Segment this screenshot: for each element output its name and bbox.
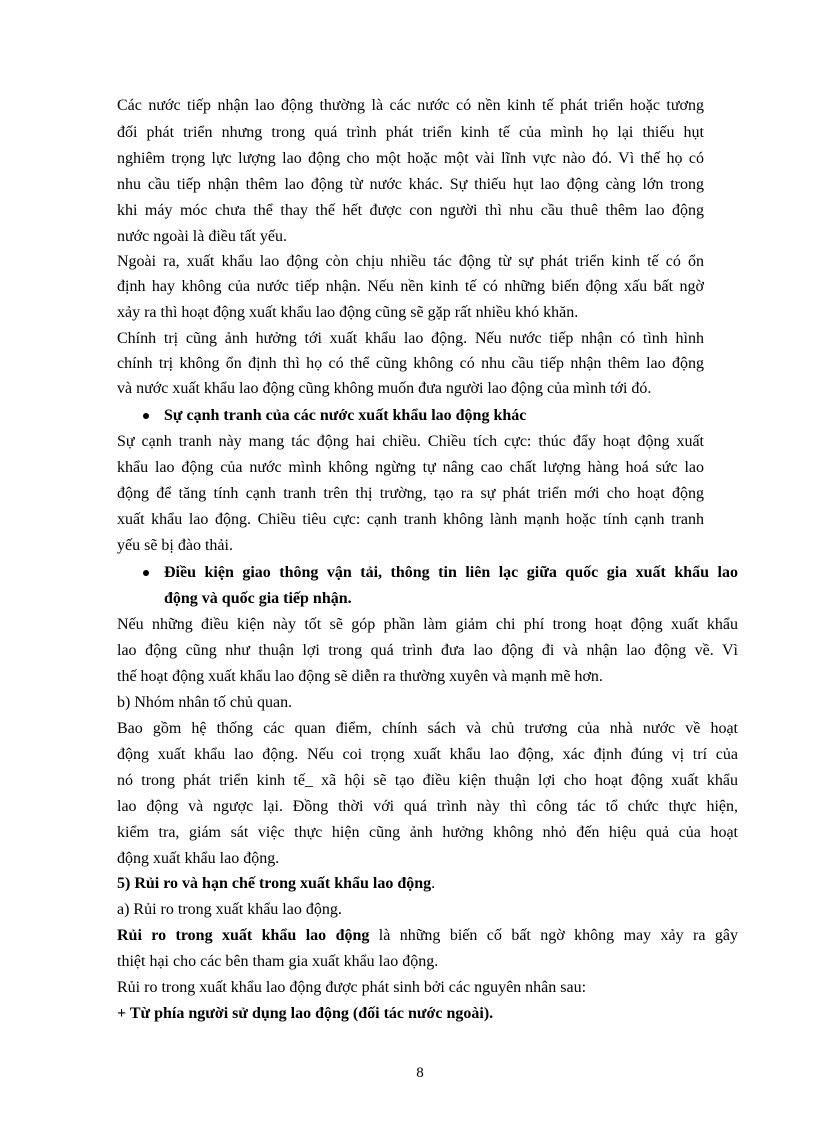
text-line: Ngoài ra, xuất khẩu lao động còn chịu nhiều tác động từ sự phát triển kinh tế có ổn <box>117 253 704 270</box>
text-line: Các nước tiếp nhận lao động thường là các nước có nền kinh tế phát triển hoặc tương <box>117 97 704 114</box>
text-line: thế hoạt động xuất khẩu lao động sẽ diễn ra thường xuyên và mạnh mẽ hơn. <box>117 668 603 685</box>
text-line: nhu cầu tiếp nhận thêm lao động từ nước khác. Sự thiếu hụt lao động càng lớn trong <box>117 176 704 193</box>
text-line: kiểm tra, giám sát việc thực hiện cũng ảnh hưởng không nhỏ đến hiệu quả của hoạt <box>117 824 738 841</box>
text-line: nó trong phát triển kinh tế_ xã hội sẽ tạo điều kiện thuận lợi cho hoạt động xuất khẩu <box>117 772 738 789</box>
list-heading: + Từ phía người sử dụng lao động (đối tác nước ngoài). <box>117 1005 494 1022</box>
text-line: lao động và ngược lại. Đồng thời với quá trình này thì công tác tổ chức thực hiện, <box>117 798 738 815</box>
text-line: lao động cũng như thuận lợi trong quá trình đưa lao động đi và nhận lao động về. Vì <box>117 642 738 659</box>
text-line <box>117 925 738 949</box>
bullet-heading: động và quốc gia tiếp nhận. <box>164 590 352 607</box>
text-line: xuất khẩu lao động. Chiều tiêu cực: cạnh tranh không lành mạnh hoặc tính cạnh tranh <box>117 511 704 528</box>
section-heading <box>117 873 435 897</box>
bullet-heading: Điều kiện giao thông vận tải, thông tin liên lạc giữa quốc gia xuất khẩu lao <box>164 564 738 581</box>
subsection-heading: a) Rủi ro trong xuất khẩu lao động. <box>117 901 342 918</box>
text-line: chính trị không ổn định thì họ có thể cũng không có nhu cầu tiếp nhận thêm lao động <box>117 355 704 372</box>
text-fragment: là những biến cố bất ngờ không may xảy ra gây <box>369 927 738 944</box>
text-line: động xuất khẩu lao động. <box>117 850 280 867</box>
bullet-heading: Sự cạnh tranh của các nước xuất khẩu lao động khác <box>164 407 527 424</box>
text-line: Nếu những điều kiện này tốt sẽ góp phần làm giảm chi phí trong hoạt động xuất khẩu <box>117 616 738 633</box>
bullet-icon <box>143 570 149 576</box>
section-heading-text: 5) Rủi ro và hạn chế trong xuất khẩu lao động <box>117 875 432 892</box>
text-line: Chính trị cũng ảnh hưởng tới xuất khẩu lao động. Nếu nước tiếp nhận có tình hình <box>117 330 704 347</box>
section-heading-period: . <box>431 875 436 892</box>
page-number: 8 <box>416 1065 424 1081</box>
subsection-heading: b) Nhóm nhân tố chủ quan. <box>117 694 293 711</box>
text-line: đối phát triển nhưng trong quá trình phát triển kinh tế của mình họ lại thiếu hụt <box>117 124 704 141</box>
text-line: Sự cạnh tranh này mang tác động hai chiều. Chiều tích cực: thúc đẩy hoạt động xuất <box>117 433 704 450</box>
text-line: nước ngoài là điều tất yếu. <box>117 228 287 245</box>
text-line: động để tăng tính cạnh tranh trên thị trường, tạo ra sự phát triển mới cho hoạt động <box>117 485 704 502</box>
text-line: khi máy móc chưa thể thay thế hết được con người thì nhu cầu thuê thêm lao động <box>117 202 704 219</box>
text-line: nghiêm trọng lực lượng lao động cho một hoặc một vài lĩnh vực nào đó. Vì thế họ có <box>117 150 704 167</box>
text-line: động xuất khẩu lao động. Nếu coi trọng xuất khẩu lao động, xác định đúng vị trí của <box>117 746 738 763</box>
text-line: yếu sẽ bị đào thải. <box>117 537 233 554</box>
text-line: khẩu lao động của nước mình không ngừng tự nâng cao chất lượng hàng hoá sức lao <box>117 459 704 476</box>
text-line: Bao gồm hệ thống các quan điểm, chính sách và chủ trương của nhà nước về hoạt <box>117 720 738 737</box>
text-line: Rủi ro trong xuất khẩu lao động được phát sinh bởi các nguyên nhân sau: <box>117 979 587 996</box>
text-line: và nước xuất khẩu lao động cũng không muốn đưa người lao động của mình tới đó. <box>117 380 652 397</box>
text-line: thiệt hại cho các bên tham gia xuất khẩu lao động. <box>117 953 439 970</box>
bullet-icon <box>143 413 149 419</box>
text-line: định hay không của nước tiếp nhận. Nếu nền kinh tế có những biến động xấu bất ngờ <box>117 278 704 295</box>
bold-term: Rủi ro trong xuất khẩu lao động <box>117 927 370 944</box>
text-line: xảy ra thì hoạt động xuất khẩu lao động cũng sẽ gặp rất nhiều khó khăn. <box>117 304 579 321</box>
